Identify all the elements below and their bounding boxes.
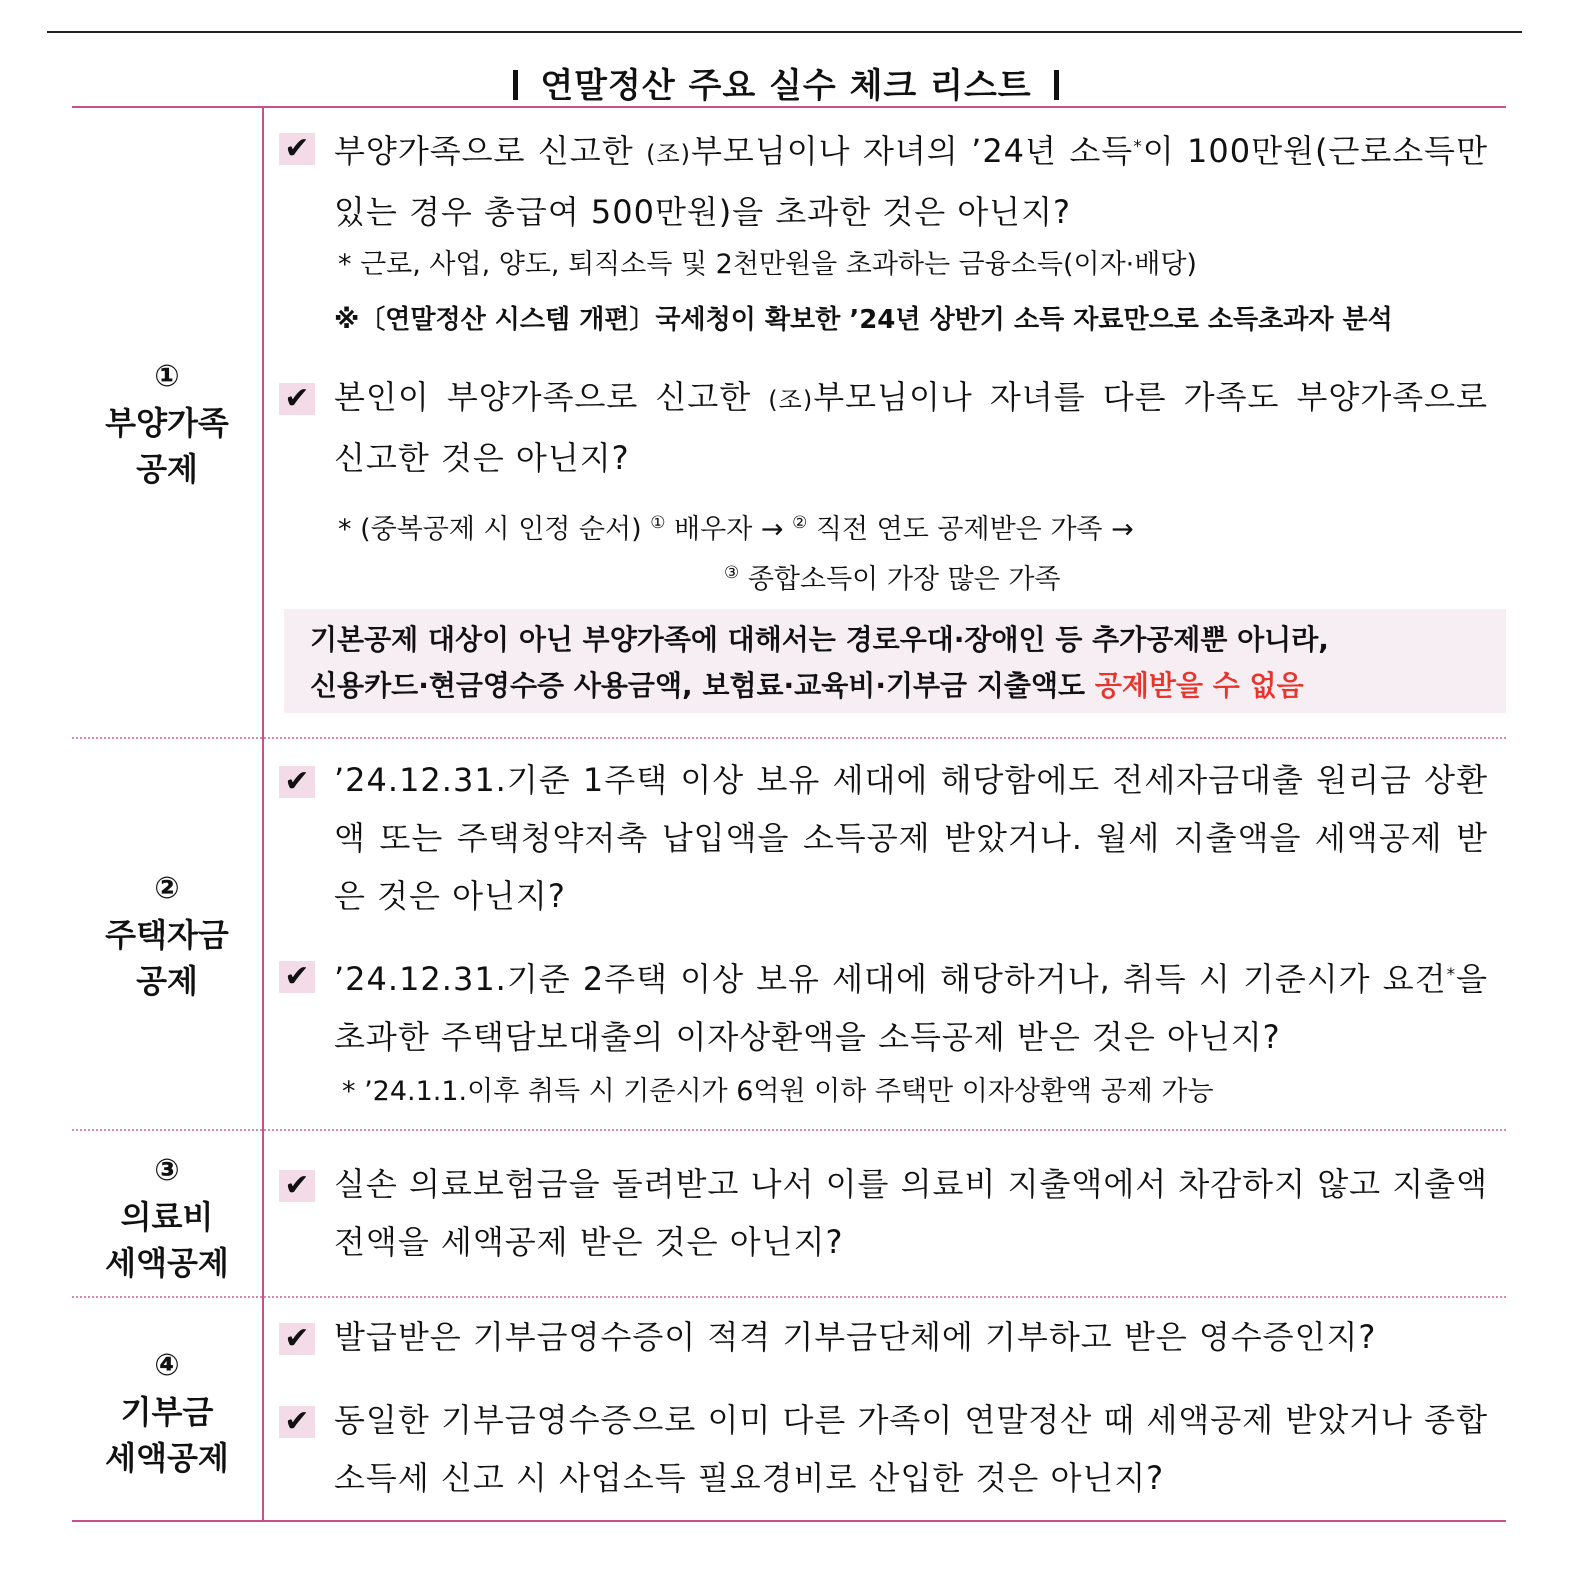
- category-label: 세액공제: [105, 1439, 229, 1477]
- category-dependents: [72, 354, 262, 492]
- check-icon: ✔: [279, 1323, 315, 1355]
- category-number: ②: [154, 871, 180, 906]
- check-icon: ✔: [279, 766, 315, 798]
- title-text: 연말정산 주요 실수 체크 리스트: [540, 66, 1032, 106]
- category-label: 부양가족: [105, 404, 229, 442]
- footnote: * 근로, 사업, 양도, 퇴직소득 및 2천만원을 초과하는 금융소득(이자·배당): [338, 249, 1197, 280]
- checklist-question: 동일한 기부금영수증으로 이미 다른 가족이 연말정산 때 세액공제 받았거나 종합소득세 신고 시 사업소득 필요경비로 산입한 것은 아닌지?: [334, 1401, 1488, 1497]
- category-label: 공제: [136, 962, 198, 1000]
- table-bottom-rule: [72, 1520, 1506, 1522]
- category-label: 기부금: [120, 1393, 214, 1431]
- category-medical: [72, 1148, 262, 1286]
- footnote-text: 종합소득이 가장 많은 가족: [739, 564, 1061, 595]
- page-title: [0, 58, 1572, 107]
- checklist-question: [334, 368, 1488, 487]
- order-number: ②: [792, 513, 808, 533]
- question-text: 부양가족으로 신고한: [334, 132, 647, 170]
- footnote: [724, 553, 1572, 600]
- footnote-mark: *: [1133, 137, 1143, 157]
- check-icon: ✔: [279, 1406, 315, 1438]
- highlight-line: [310, 663, 1506, 709]
- footnote-mark: *: [1446, 965, 1457, 985]
- title-bar-right: [1054, 70, 1059, 100]
- question-text: 부모님이나 자녀의 ’24년 소득: [691, 132, 1134, 170]
- title-bar-left: [513, 70, 518, 100]
- order-number: ①: [650, 513, 666, 533]
- highlight-text: 신용카드·현금영수증 사용금액, 보험료·교육비·기부금 지출액도: [310, 669, 1095, 702]
- category-label: 의료비: [120, 1198, 214, 1236]
- section-divider: [72, 1296, 1506, 1298]
- top-rule: [47, 31, 1522, 33]
- question-text: (조): [768, 386, 814, 414]
- category-label: 주택자금: [105, 916, 229, 954]
- footnote-text: 직전 연도 공제받은 가족 →: [807, 514, 1134, 545]
- checklist-question: [334, 118, 1488, 241]
- checklist-question: 발급받은 기부금영수증이 적격 기부금단체에 기부하고 받은 영수증인지?: [334, 1318, 1377, 1356]
- check-icon: ✔: [279, 383, 315, 415]
- question-text: 본인이 부양가족으로 신고한: [334, 378, 769, 416]
- section-divider: [72, 737, 1506, 739]
- table-top-rule: [72, 106, 1506, 108]
- check-icon: ✔: [279, 1170, 315, 1202]
- checklist-question: ’24.12.31.기준 1주택 이상 보유 세대에 해당함에도 전세자금대출 원리금 상환액 또는 주택청약저축 납입액을 소득공제 받았거나. 월세 지출액을 세액공제 받은 것은 아닌지?: [334, 761, 1488, 915]
- footnote-text: 배우자 →: [665, 514, 793, 545]
- category-donation: [72, 1343, 262, 1481]
- check-icon: ✔: [279, 133, 315, 165]
- category-number: ④: [154, 1348, 180, 1383]
- question-text: 이 100만원(근로소득만 있는 경우 총급여 500만원)을 초과한 것은 아닌지?: [334, 132, 1489, 231]
- column-divider: [262, 107, 264, 1522]
- question-text: 부모님이나 자녀를 다른 가족도 부양가족으로 신고한 것은 아닌지?: [334, 378, 1488, 477]
- section-divider: [72, 1129, 1506, 1131]
- question-text: 을 초과한 주택담보대출의 이자상환액을 소득공제 받은 것은 아닌지?: [334, 960, 1488, 1056]
- category-label: 세액공제: [105, 1244, 229, 1282]
- question-text: (조): [646, 140, 691, 168]
- footnote: * ’24.1.1.이후 취득 시 기준시가 6억원 이하 주택만 이자상환액 공제 가능: [342, 1076, 1214, 1107]
- category-number: ③: [154, 1153, 180, 1188]
- highlight-box: [284, 609, 1506, 713]
- checklist-question: [334, 946, 1488, 1066]
- highlight-warning: 공제받을 수 없음: [1094, 669, 1304, 702]
- highlight-line: 기본공제 대상이 아닌 부양가족에 대해서는 경로우대·장애인 등 추가공제뿐 아니라,: [310, 623, 1329, 656]
- category-number: ①: [154, 359, 180, 394]
- check-icon: ✔: [279, 961, 315, 993]
- category-label: 공제: [136, 450, 198, 488]
- footnote: [338, 503, 1498, 550]
- order-number: ③: [724, 563, 740, 583]
- checklist-question: 실손 의료보험금을 돌려받고 나서 이를 의료비 지출액에서 차감하지 않고 지출액 전액을 세액공제 받은 것은 아닌지?: [334, 1165, 1488, 1261]
- system-note: ※〔연말정산 시스템 개편〕국세청이 확보한 ’24년 상반기 소득 자료만으로 소득초과자 분석: [334, 305, 1393, 335]
- question-text: ’24.12.31.기준 2주택 이상 보유 세대에 해당하거나, 취득 시 기준시가 요건: [334, 960, 1447, 998]
- category-housing: [72, 866, 262, 1004]
- footnote-text: * (중복공제 시 인정 순서): [338, 514, 651, 545]
